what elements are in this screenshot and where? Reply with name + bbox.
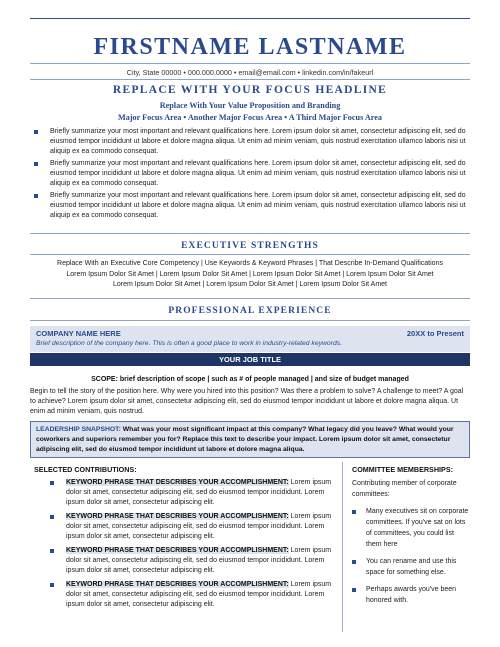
summary-bullet [34, 191, 470, 221]
contribution-item [50, 580, 337, 610]
contact-line: City, State 00000 • 000.000.0000 • email@email.com • linkedin.com/in/fakeurl [126, 68, 374, 77]
experience-title: PROFESSIONAL EXPERIENCE [168, 306, 332, 316]
committee-heading: COMMITTEE MEMBERSHIPS: [352, 465, 454, 474]
scope-line: SCOPE: brief description of scope | such as # of people managed | and size of budget managed [91, 376, 409, 383]
company-name: COMPANY NAME HERE [36, 329, 121, 338]
contribution-keyword: KEYWORD PHRASE THAT DESCRIBES YOUR ACCOMPLISHMENT: [66, 547, 289, 554]
committee-item [352, 556, 470, 578]
committee-item-text: Many executives sit on corporate committees. If you've sat on lots of committees, you could list them here [366, 508, 469, 548]
name-divider [30, 63, 470, 64]
strengths-title: EXECUTIVE STRENGTHS [181, 241, 319, 251]
summary-bullets [34, 127, 470, 223]
snapshot-label: LEADERSHIP SNAPSHOT: [36, 426, 121, 433]
employment-dates: 20XX to Present [406, 329, 464, 338]
contribution-keyword: KEYWORD PHRASE THAT DESCRIBES YOUR ACCOMPLISHMENT: [66, 513, 289, 520]
contributions-heading: SELECTED CONTRIBUTIONS: [34, 465, 137, 474]
leadership-snapshot [30, 421, 470, 458]
focus-areas: Major Focus Area • Another Major Focus Area • A Third Major Focus Area [118, 113, 382, 122]
summary-bullet [34, 159, 470, 189]
contributions-list [50, 478, 337, 614]
experience-top-divider [30, 298, 470, 299]
experience-title-divider [30, 320, 470, 321]
committee-intro: Contributing member of corporate committees: [352, 480, 457, 498]
top-border-line [30, 18, 470, 19]
contribution-item [50, 546, 337, 576]
strengths-line: Lorem Ipsum Dolor Sit Amet | Lorem Ipsum Dolor Sit Amet | Lorem Ipsum Dolor Sit Amet [112, 281, 387, 288]
contribution-item [50, 512, 337, 542]
square-bullet-icon [34, 194, 38, 198]
column-divider [342, 462, 343, 632]
square-bullet-icon [50, 481, 54, 485]
square-bullet-icon [50, 549, 54, 553]
committee-item [352, 506, 470, 550]
contribution-keyword: KEYWORD PHRASE THAT DESCRIBES YOUR ACCOMPLISHMENT: [66, 581, 289, 588]
square-bullet-icon [34, 130, 38, 134]
strengths-title-divider [30, 254, 470, 255]
summary-bullet-text: Briefly summarize your most important and relevant qualifications here. Lorem ipsum dolor sit amet, consectetur adipiscing elit, sed do eiusmod tempor incididunt ut labore et dolore magna aliqua. Ut enim ad minim veniam, quis nostrud exercitation ullamco laboris nisi ut aliquip ex ea commodo consequat. [50, 192, 466, 219]
contribution-keyword: KEYWORD PHRASE THAT DESCRIBES YOUR ACCOMPLISHMENT: [66, 479, 289, 486]
committee-item-text: You can rename and use this space for something else. [366, 558, 457, 576]
square-bullet-icon [50, 515, 54, 519]
square-bullet-icon [34, 162, 38, 166]
contribution-text: Lorem ipsum dolor sit amet, consectetur adipiscing elit, sed do eiusmod tempor incididunt. Lorem ipsum dolor sit amet, consectetur adipiscing elit. [66, 581, 332, 608]
snapshot-text: What was your most significant impact at this company? What legacy did you leave? What would your coworkers and superiors remember you for? Replace this text to describe your impact. Lorem ipsum dolor sit amet, consectetur adipiscing elit, sed do eiusmod tempor incididunt ut labore et dolore magna aliqua. [36, 426, 454, 453]
committee-list [352, 506, 470, 612]
square-bullet-icon [352, 510, 356, 514]
position-story: Begin to tell the story of the position here. Why were you hired into this position? Was there a problem to solve? A challenge to meet? A goal to achieve? Lorem ipsum dolor sit amet, consectetur adipiscing elit, sed do eiusmod tempor incididunt ut labore et dolore magna aliqua. Ut enim ad minim veniam, quis nostrud. [30, 388, 464, 415]
contribution-item [50, 478, 337, 508]
job-title-bar: YOUR JOB TITLE [30, 353, 470, 366]
strengths-line: Replace With an Executive Core Competency | Use Keywords & Keyword Phrases | That Describe In-Demand Qualifications [57, 260, 443, 267]
square-bullet-icon [352, 588, 356, 592]
strengths-line: Lorem Ipsum Dolor Sit Amet | Lorem Ipsum Dolor Sit Amet | Lorem Ipsum Dolor Sit Amet | Lorem Ipsum Dolor Sit Amet [66, 270, 434, 278]
square-bullet-icon [50, 583, 54, 587]
square-bullet-icon [352, 560, 356, 564]
strengths-list [30, 259, 470, 291]
contribution-text: Lorem ipsum dolor sit amet, consectetur adipiscing elit, sed do eiusmod tempor incididunt. Lorem ipsum dolor sit amet, consectetur adipiscing elit. [66, 547, 332, 574]
candidate-name: FIRSTNAME LASTNAME [93, 34, 407, 60]
contribution-text: Lorem ipsum dolor sit amet, consectetur adipiscing elit, sed do eiusmod tempor incididunt. Lorem ipsum dolor sit amet, consectetur adipiscing elit. [66, 479, 332, 506]
committee-item-text: Perhaps awards you've been honored with. [366, 586, 457, 604]
company-description: Brief description of the company here. This is often a good place to work in industry-related keywords. [36, 340, 343, 347]
summary-bullet [34, 127, 470, 157]
summary-bullet-text: Briefly summarize your most important and relevant qualifications here. Lorem ipsum dolor sit amet, consectetur adipiscing elit, sed do eiusmod tempor incididunt ut labore et dolore magna aliqua. Ut enim ad minim veniam, quis nostrud exercitation ullamco laboris nisi ut aliquip ex ea commodo consequat. [50, 128, 466, 155]
focus-headline: REPLACE WITH YOUR FOCUS HEADLINE [112, 84, 388, 96]
summary-bullet-text: Briefly summarize your most important and relevant qualifications here. Lorem ipsum dolor sit amet, consectetur adipiscing elit, sed do eiusmod tempor incididunt ut labore et dolore magna aliqua. Ut enim ad minim veniam, quis nostrud exercitation ullamco laboris nisi ut aliquip ex ea commodo consequat. [50, 160, 466, 187]
strengths-top-divider [30, 233, 470, 234]
contribution-text: Lorem ipsum dolor sit amet, consectetur adipiscing elit, sed do eiusmod tempor incididunt. Lorem ipsum dolor sit amet, consectetur adipiscing elit. [66, 513, 332, 540]
value-proposition: Replace With Your Value Proposition and Branding [159, 101, 341, 110]
committee-item [352, 584, 470, 606]
company-header [30, 326, 470, 352]
contact-divider [30, 79, 470, 80]
